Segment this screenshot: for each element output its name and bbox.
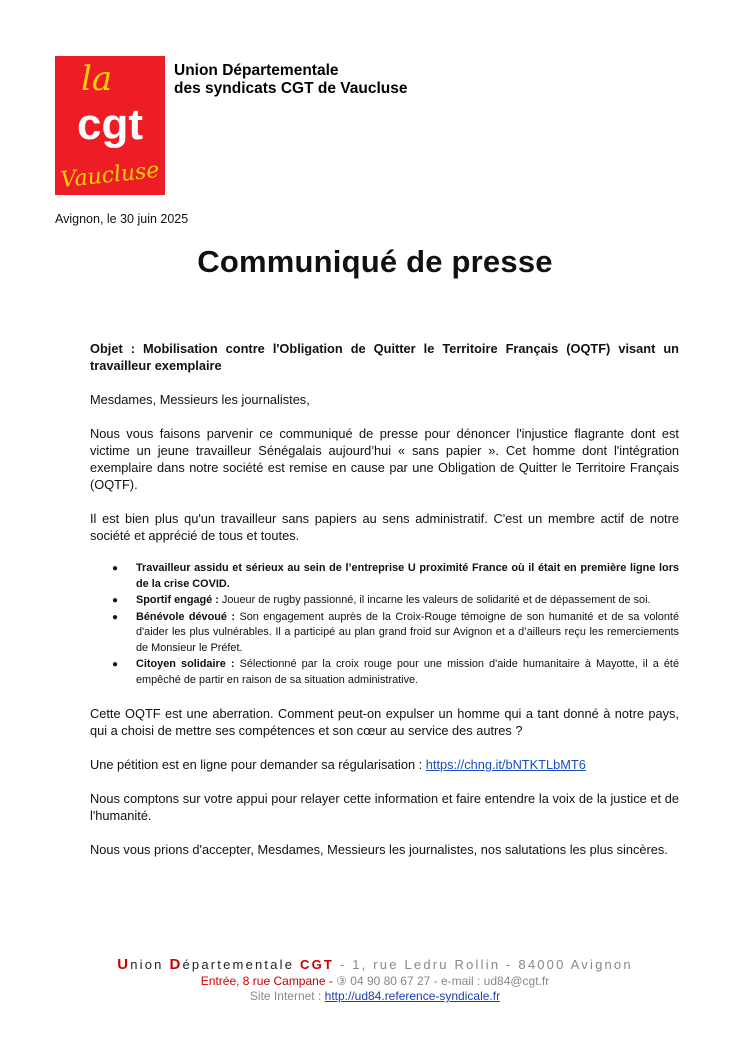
list-item <box>112 610 680 657</box>
footer-site-label: Site Internet : <box>249 989 325 1003</box>
list-item-text: Joueur de rugby passionné, il incarne les valeurs de solidarité et de dépassement de soi. <box>218 594 651 606</box>
logo-top-text: la <box>81 59 113 99</box>
footer-entry: Entrée, 8 rue Campane - <box>200 974 337 988</box>
list-item <box>112 593 679 609</box>
list-item-text: Sélectionné par la croix rouge pour une mission d'aide humanitaire à Mayotte, il a été empêché de partir en raison de sa situation administrative. <box>136 658 679 686</box>
organization-name <box>174 62 407 98</box>
logo-main-text: cgt <box>77 100 143 149</box>
paragraph-closing: Nous vous prions d'accepter, Mesdames, Messieurs les journalistes, nos salutations les plus sincères. <box>90 842 668 857</box>
petition-text: Une pétition est en ligne pour demander sa régularisation : <box>90 757 426 772</box>
list-item-text: Son engagement auprès de la Croix-Rouge témoigne de son humanité et de sa volonté d'aider les plus vulnérables. Il a participé au plan grand froid sur Avignon et a d’ailleurs reçu les remerciements de Monsieur le Préfet. <box>136 610 680 654</box>
salutation: Mesdames, Messieurs les journalistes, <box>90 392 310 407</box>
qualities-list <box>90 561 679 688</box>
footer-word-nion: nion <box>130 957 170 972</box>
letter-body <box>90 340 679 875</box>
cgt-logo <box>55 56 165 195</box>
footer-word-departementale: épartementale <box>182 957 301 972</box>
page-title: Communiqué de presse <box>197 244 553 279</box>
bullet-icon: ● <box>112 659 119 670</box>
list-item <box>112 657 679 688</box>
letter-object: Objet : Mobilisation contre l'Obligation de Quitter le Territoire Français (OQTF) visant un travailleur exemplaire <box>90 341 679 373</box>
list-item-heading: Travailleur assidu et sérieux au sein de l’entreprise U proximité France où il était en première ligne lors de la crise COVID. <box>136 562 679 590</box>
footer-phone-email: ③ 04 90 80 67 27 - e-mail : ud84@cgt.fr <box>336 974 550 988</box>
bullet-icon: ● <box>112 595 119 606</box>
footer-contact-line <box>0 974 750 988</box>
org-line-1: Union Départementale <box>174 62 339 79</box>
footer-cgt: CGT <box>300 957 335 972</box>
footer <box>0 956 750 1003</box>
footer-initial-d: D <box>169 956 183 973</box>
footer-address: - 1, rue Ledru Rollin - 84000 Avignon <box>334 957 633 972</box>
bullet-icon: ● <box>112 563 119 574</box>
list-item-heading: Sportif engagé : <box>136 594 219 606</box>
paragraph-aberration: Cette OQTF est une aberration. Comment peut-on expulser un homme qui a tant donné à notre pays, qui a choisi de mettre ses compétences et son cœur au service des autres ? <box>90 706 679 738</box>
bullet-icon: ● <box>112 611 119 623</box>
paragraph-petition <box>90 756 679 773</box>
footer-initial-u: U <box>117 956 131 973</box>
letter-date: Avignon, le 30 juin 2025 <box>55 212 189 226</box>
org-line-2: des syndicats CGT de Vaucluse <box>174 80 408 97</box>
list-item <box>112 561 679 592</box>
cgt-logo-mark <box>55 56 165 195</box>
footer-site-link[interactable]: http://ud84.reference-syndicale.fr <box>324 989 501 1003</box>
list-item-heading: Citoyen solidaire : <box>136 658 235 670</box>
list-item-heading: Bénévole dévoué : <box>136 610 236 623</box>
paragraph-profile: Il est bien plus qu'un travailleur sans papiers au sens administratif. C'est un membre actif de notre société et apprécié de tous et toutes. <box>90 511 679 543</box>
logo-bottom-text: Vaucluse <box>59 157 161 194</box>
paragraph-appeal: Nous comptons sur votre appui pour relayer cette information et faire entendre la voix de la justice et de l'humanité. <box>90 791 679 823</box>
petition-link[interactable]: https://chng.it/bNTKTLbMT6 <box>425 757 586 772</box>
footer-site-line <box>0 989 750 1003</box>
paragraph-intro: Nous vous faisons parvenir ce communiqué de presse pour dénoncer l'injustice flagrante dont est victime un jeune travailleur Sénégalais aujourd’hui « sans papier ». Cet homme dont l'intégration exemplaire dans notre société est remise en cause par une Obligation de Quitter le Territoire Français (OQTF). <box>90 426 679 492</box>
footer-address-line <box>0 956 750 973</box>
